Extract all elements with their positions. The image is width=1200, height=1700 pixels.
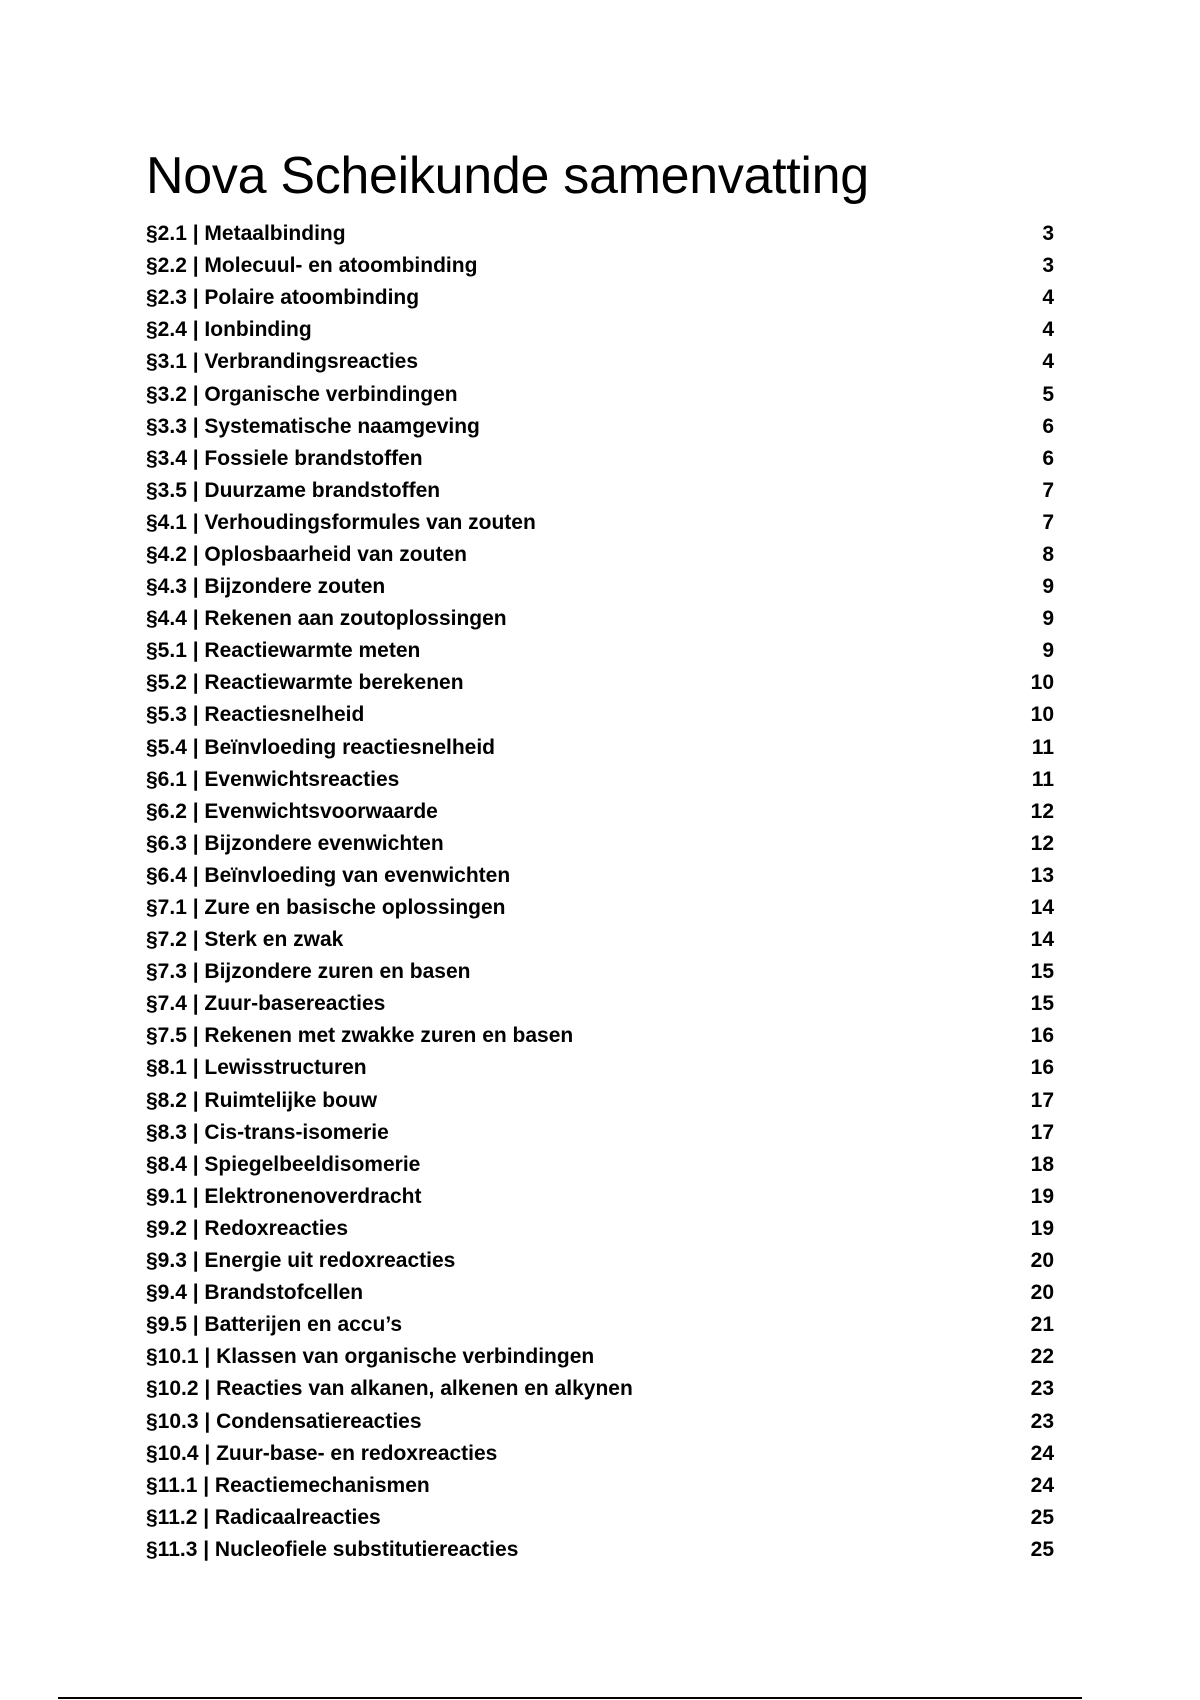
toc-entry[interactable] bbox=[146, 860, 1054, 892]
toc-entry-label: §7.2 | Sterk en zwak bbox=[146, 928, 344, 952]
toc-entry-label: §6.2 | Evenwichtsvoorwaarde bbox=[146, 799, 438, 823]
toc-entry-page-number: 8 bbox=[1042, 542, 1054, 566]
toc-entry-page-number: 3 bbox=[1042, 222, 1054, 246]
toc-entry-page-number: 24 bbox=[1030, 1441, 1054, 1465]
toc-entry-page-number: 17 bbox=[1030, 1088, 1054, 1112]
toc-entry-page-number: 13 bbox=[1030, 863, 1054, 887]
toc-entry-page-number: 10 bbox=[1030, 703, 1054, 727]
toc-entry-page-number: 4 bbox=[1042, 286, 1054, 310]
toc-entry-label: §2.3 | Polaire atoombinding bbox=[146, 286, 420, 310]
toc-entry-page-number: 19 bbox=[1030, 1184, 1054, 1208]
toc-entry[interactable] bbox=[146, 1309, 1054, 1341]
toc-entry-page-number: 14 bbox=[1030, 896, 1054, 920]
toc-entry[interactable] bbox=[146, 1149, 1054, 1181]
toc-entry-page-number: 9 bbox=[1042, 639, 1054, 663]
toc-entry-page-number: 6 bbox=[1042, 446, 1054, 470]
toc-entry-page-number: 22 bbox=[1030, 1345, 1054, 1369]
toc-entry[interactable] bbox=[146, 218, 1054, 250]
toc-entry[interactable] bbox=[146, 1470, 1054, 1502]
toc-entry-label: §2.2 | Molecuul- en atoombinding bbox=[146, 254, 478, 278]
toc-entry-page-number: 7 bbox=[1042, 510, 1054, 534]
toc-entry-label: §3.3 | Systematische naamgeving bbox=[146, 414, 480, 438]
toc-entry-page-number: 9 bbox=[1042, 575, 1054, 599]
toc-entry-label: §3.4 | Fossiele brandstoffen bbox=[146, 446, 423, 470]
toc-entry-page-number: 5 bbox=[1042, 382, 1054, 406]
toc-entry[interactable] bbox=[146, 1534, 1054, 1566]
toc-entry[interactable] bbox=[146, 699, 1054, 731]
toc-entry-page-number: 11 bbox=[1031, 735, 1054, 759]
toc-entry-label: §3.2 | Organische verbindingen bbox=[146, 382, 458, 406]
toc-entry-label: §8.1 | Lewisstructuren bbox=[146, 1056, 367, 1080]
toc-entry-label: §11.2 | Radicaalreacties bbox=[146, 1505, 381, 1529]
toc-entry-label: §2.1 | Metaalbinding bbox=[146, 222, 346, 246]
toc-entry-label: §6.1 | Evenwichtsreacties bbox=[146, 767, 400, 791]
toc-entry-label: §8.3 | Cis-trans-isomerie bbox=[146, 1120, 389, 1144]
toc-entry[interactable] bbox=[146, 1213, 1054, 1245]
toc-entry-label: §4.4 | Rekenen aan zoutoplossingen bbox=[146, 607, 507, 631]
toc-entry[interactable] bbox=[146, 1117, 1054, 1149]
toc-entry-label: §9.4 | Brandstofcellen bbox=[146, 1281, 364, 1305]
toc-entry[interactable] bbox=[146, 314, 1054, 346]
toc-entry-label: §8.4 | Spiegelbeeldisomerie bbox=[146, 1152, 421, 1176]
footer-divider bbox=[58, 1697, 1082, 1699]
toc-entry-label: §9.3 | Energie uit redoxreacties bbox=[146, 1249, 456, 1273]
toc-entry[interactable] bbox=[146, 282, 1054, 314]
toc-entry-label: §3.5 | Duurzame brandstoffen bbox=[146, 478, 441, 502]
toc-entry[interactable] bbox=[146, 539, 1054, 571]
toc-entry[interactable] bbox=[146, 956, 1054, 988]
toc-entry-label: §10.3 | Condensatiereacties bbox=[146, 1409, 422, 1433]
toc-entry-page-number: 9 bbox=[1042, 607, 1054, 631]
toc-entry-label: §7.4 | Zuur-basereacties bbox=[146, 992, 386, 1016]
toc-entry-label: §2.4 | Ionbinding bbox=[146, 318, 312, 342]
toc-entry-label: §9.1 | Elektronenoverdracht bbox=[146, 1184, 422, 1208]
page-title: Nova Scheikunde samenvatting bbox=[146, 147, 869, 205]
toc-entry[interactable] bbox=[146, 892, 1054, 924]
toc-entry-label: §5.2 | Reactiewarmte berekenen bbox=[146, 671, 464, 695]
toc-entry[interactable] bbox=[146, 571, 1054, 603]
toc-entry-label: §9.5 | Batterijen en accu’s bbox=[146, 1313, 403, 1337]
toc-entry-label: §6.3 | Bijzondere evenwichten bbox=[146, 831, 444, 855]
toc-entry[interactable] bbox=[146, 1341, 1054, 1373]
toc-entry[interactable] bbox=[146, 1373, 1054, 1405]
toc-entry[interactable] bbox=[146, 1438, 1054, 1470]
toc-entry-label: §6.4 | Beïnvloeding van evenwichten bbox=[146, 863, 511, 887]
toc-entry-page-number: 16 bbox=[1030, 1056, 1054, 1080]
toc-entry-label: §7.5 | Rekenen met zwakke zuren en basen bbox=[146, 1024, 574, 1048]
table-of-contents bbox=[146, 218, 1054, 1566]
toc-entry[interactable] bbox=[146, 764, 1054, 796]
toc-entry-page-number: 17 bbox=[1030, 1120, 1054, 1144]
toc-entry-page-number: 10 bbox=[1030, 671, 1054, 695]
toc-entry[interactable] bbox=[146, 635, 1054, 667]
toc-entry[interactable] bbox=[146, 1277, 1054, 1309]
toc-entry-page-number: 12 bbox=[1030, 799, 1054, 823]
toc-entry[interactable] bbox=[146, 1085, 1054, 1117]
toc-entry[interactable] bbox=[146, 1052, 1054, 1084]
toc-entry-label: §7.3 | Bijzondere zuren en basen bbox=[146, 960, 471, 984]
toc-entry-label: §7.1 | Zure en basische oplossingen bbox=[146, 896, 506, 920]
toc-entry[interactable] bbox=[146, 1181, 1054, 1213]
toc-entry-label: §3.1 | Verbrandingsreacties bbox=[146, 350, 419, 374]
toc-entry[interactable] bbox=[146, 250, 1054, 282]
toc-entry-page-number: 15 bbox=[1030, 960, 1054, 984]
toc-entry[interactable] bbox=[146, 988, 1054, 1020]
toc-entry-label: §5.3 | Reactiesnelheid bbox=[146, 703, 365, 727]
toc-entry-page-number: 7 bbox=[1042, 478, 1054, 502]
toc-entry-page-number: 25 bbox=[1030, 1537, 1054, 1561]
toc-entry[interactable] bbox=[146, 1502, 1054, 1534]
toc-entry[interactable] bbox=[146, 828, 1054, 860]
toc-entry-page-number: 18 bbox=[1030, 1152, 1054, 1176]
toc-entry-page-number: 20 bbox=[1030, 1281, 1054, 1305]
toc-entry-label: §5.1 | Reactiewarmte meten bbox=[146, 639, 421, 663]
toc-entry[interactable] bbox=[146, 378, 1054, 410]
toc-entry-label: §4.3 | Bijzondere zouten bbox=[146, 575, 386, 599]
toc-entry-label: §11.3 | Nucleofiele substitutiereacties bbox=[146, 1537, 519, 1561]
toc-entry-label: §4.2 | Oplosbaarheid van zouten bbox=[146, 542, 467, 566]
toc-entry-label: §11.1 | Reactiemechanismen bbox=[146, 1473, 430, 1497]
toc-entry-page-number: 6 bbox=[1042, 414, 1054, 438]
toc-entry[interactable] bbox=[146, 475, 1054, 507]
toc-entry[interactable] bbox=[146, 603, 1054, 635]
toc-entry[interactable] bbox=[146, 346, 1054, 378]
toc-entry-page-number: 15 bbox=[1030, 992, 1054, 1016]
toc-entry-page-number: 19 bbox=[1030, 1216, 1054, 1240]
toc-entry[interactable] bbox=[146, 1245, 1054, 1277]
toc-entry-label: §4.1 | Verhoudingsformules van zouten bbox=[146, 510, 536, 534]
toc-entry-page-number: 4 bbox=[1042, 350, 1054, 374]
toc-entry[interactable] bbox=[146, 667, 1054, 699]
toc-entry-label: §8.2 | Ruimtelijke bouw bbox=[146, 1088, 378, 1112]
toc-entry[interactable] bbox=[146, 732, 1054, 764]
toc-entry-page-number: 23 bbox=[1030, 1409, 1054, 1433]
toc-entry-label: §10.1 | Klassen van organische verbindingen bbox=[146, 1345, 595, 1369]
toc-entry[interactable] bbox=[146, 507, 1054, 539]
toc-entry-label: §9.2 | Redoxreacties bbox=[146, 1216, 348, 1240]
toc-entry[interactable] bbox=[146, 411, 1054, 443]
toc-entry-page-number: 25 bbox=[1030, 1505, 1054, 1529]
toc-entry-page-number: 12 bbox=[1030, 831, 1054, 855]
toc-entry-page-number: 3 bbox=[1042, 254, 1054, 278]
toc-entry-page-number: 23 bbox=[1030, 1377, 1054, 1401]
toc-entry-page-number: 11 bbox=[1031, 767, 1054, 791]
toc-entry-page-number: 24 bbox=[1030, 1473, 1054, 1497]
toc-entry[interactable] bbox=[146, 1020, 1054, 1052]
toc-entry-page-number: 20 bbox=[1030, 1249, 1054, 1273]
toc-entry-page-number: 4 bbox=[1042, 318, 1054, 342]
toc-entry-label: §10.4 | Zuur-base- en redoxreacties bbox=[146, 1441, 498, 1465]
toc-entry[interactable] bbox=[146, 796, 1054, 828]
toc-entry-page-number: 16 bbox=[1030, 1024, 1054, 1048]
toc-entry[interactable] bbox=[146, 924, 1054, 956]
toc-entry-page-number: 14 bbox=[1030, 928, 1054, 952]
toc-entry[interactable] bbox=[146, 443, 1054, 475]
toc-entry-page-number: 21 bbox=[1030, 1313, 1054, 1337]
toc-entry-label: §10.2 | Reacties van alkanen, alkenen en alkynen bbox=[146, 1377, 633, 1401]
toc-entry[interactable] bbox=[146, 1405, 1054, 1437]
toc-entry-label: §5.4 | Beïnvloeding reactiesnelheid bbox=[146, 735, 496, 759]
